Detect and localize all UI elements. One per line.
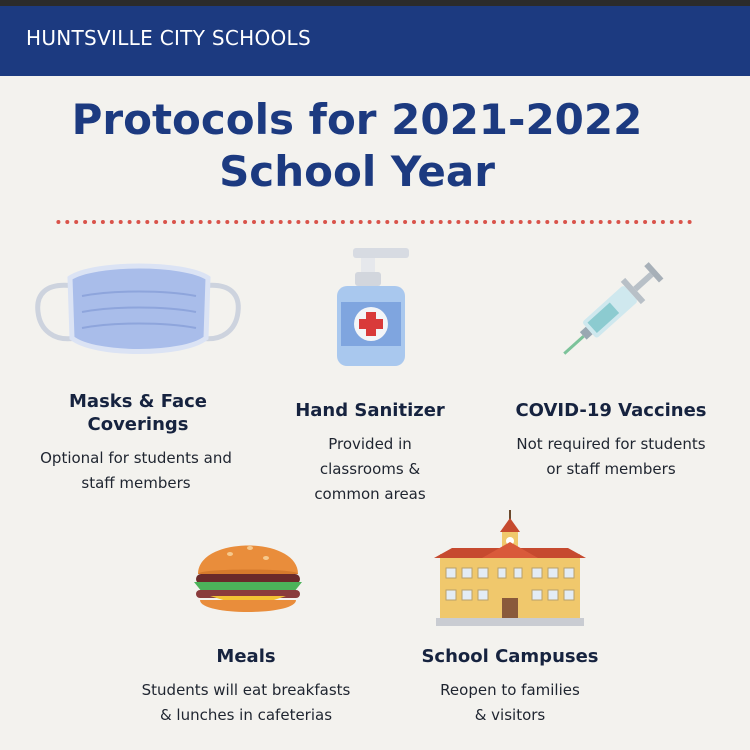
divider-dot — [510, 220, 514, 224]
campuses-label-line-1: School Campuses — [421, 646, 599, 667]
divider-dot — [581, 220, 585, 224]
divider-dot — [332, 220, 336, 224]
divider-dot — [83, 220, 87, 224]
org-name: HUNTSVILLE CITY SCHOOLS — [26, 26, 311, 50]
divider-dot — [616, 220, 620, 224]
sanitizer-desc-line-3: common areas — [314, 485, 426, 503]
divider-dot — [652, 220, 656, 224]
divider-dot — [376, 220, 380, 224]
divider-dot — [679, 220, 683, 224]
divider-dot — [448, 220, 452, 224]
campuses-desc-line-2: & visitors — [474, 706, 546, 724]
meals-label-line-1: Meals — [216, 646, 276, 667]
divider-dot — [394, 220, 398, 224]
meals-label — [146, 645, 346, 668]
masks-label — [40, 390, 236, 436]
divider-dot — [421, 220, 425, 224]
divider-dot — [172, 220, 176, 224]
divider-dot — [110, 220, 114, 224]
divider-dot — [634, 220, 638, 224]
sanitizer-label — [270, 399, 470, 422]
divider-dot — [92, 220, 96, 224]
meals-description — [126, 678, 366, 728]
divider-dot — [554, 220, 558, 224]
divider-dot — [261, 220, 265, 224]
divider-dot — [252, 220, 256, 224]
masks-label-line-2: Coverings — [87, 414, 189, 435]
title-line-2: School Year — [219, 147, 495, 196]
campuses-label — [400, 645, 620, 668]
campuses-description — [400, 678, 620, 728]
divider-dot — [385, 220, 389, 224]
sanitizer-desc-line-1: Provided in — [328, 435, 412, 453]
divider-dot — [465, 220, 469, 224]
divider-dot — [456, 220, 460, 224]
face-mask-icon — [34, 256, 244, 366]
divider-dot — [483, 220, 487, 224]
divider-dot — [243, 220, 247, 224]
sanitizer-description — [270, 432, 470, 507]
vaccines-desc-line-1: Not required for students — [516, 435, 706, 453]
divider-dot — [128, 220, 132, 224]
campuses-desc-line-1: Reopen to families — [440, 681, 580, 699]
divider-dot — [572, 220, 576, 224]
divider-dot — [368, 220, 372, 224]
divider-dot — [270, 220, 274, 224]
divider-dot — [403, 220, 407, 224]
divider-dot — [314, 220, 318, 224]
masks-desc-line-2: staff members — [81, 474, 191, 492]
divider-dot — [225, 220, 229, 224]
divider-dot — [181, 220, 185, 224]
divider-dot — [350, 220, 354, 224]
sanitizer-label-line-1: Hand Sanitizer — [295, 400, 445, 421]
divider-dot — [625, 220, 629, 224]
divider-dot — [492, 220, 496, 224]
header-banner — [0, 6, 750, 76]
meals-desc-line-2: & lunches in cafeterias — [159, 706, 333, 724]
divider-dot — [599, 220, 603, 224]
divider-dot — [163, 220, 167, 224]
divider-dot — [56, 220, 60, 224]
divider-dot — [536, 220, 540, 224]
divider-dot — [154, 220, 158, 224]
divider-dot — [74, 220, 78, 224]
divider-dot — [279, 220, 283, 224]
divider-dot — [119, 220, 123, 224]
vaccines-desc-line-2: or staff members — [546, 460, 676, 478]
divider-dot — [501, 220, 505, 224]
meals-desc-line-1: Students will eat breakfasts — [141, 681, 351, 699]
vaccines-label — [498, 399, 724, 422]
school-building-icon — [432, 510, 588, 628]
vaccines-label-line-1: COVID-19 Vaccines — [515, 400, 707, 421]
divider-dot — [136, 220, 140, 224]
syringe-icon — [546, 250, 678, 378]
divider-dot — [208, 220, 212, 224]
divider-dot — [216, 220, 220, 224]
divider-dot — [688, 220, 692, 224]
masks-desc-line-1: Optional for students and — [40, 449, 232, 467]
title-line-1: Protocols for 2021-2022 — [71, 95, 643, 144]
divider-dot — [439, 220, 443, 224]
divider-dot — [545, 220, 549, 224]
divider-dot — [359, 220, 363, 224]
divider-dot — [563, 220, 567, 224]
divider-dot — [643, 220, 647, 224]
divider-dot — [430, 220, 434, 224]
divider-dot — [608, 220, 612, 224]
divider-dot — [528, 220, 532, 224]
hand-sanitizer-icon — [333, 244, 413, 368]
divider-dot — [199, 220, 203, 224]
divider-dot — [288, 220, 292, 224]
divider-dot — [670, 220, 674, 224]
vaccines-description — [498, 432, 724, 482]
divider-dot — [661, 220, 665, 224]
burger-icon — [190, 520, 306, 624]
divider-dot — [296, 220, 300, 224]
divider-dot — [145, 220, 149, 224]
divider-dot — [65, 220, 69, 224]
masks-description — [20, 446, 252, 496]
dotted-divider — [54, 218, 694, 226]
divider-dot — [474, 220, 478, 224]
divider-dot — [412, 220, 416, 224]
divider-dot — [519, 220, 523, 224]
divider-dot — [323, 220, 327, 224]
masks-label-line-1: Masks & Face — [69, 391, 207, 412]
divider-dot — [305, 220, 309, 224]
sanitizer-desc-line-2: classrooms & — [319, 460, 421, 478]
divider-dot — [590, 220, 594, 224]
divider-dot — [341, 220, 345, 224]
divider-dot — [101, 220, 105, 224]
divider-dot — [234, 220, 238, 224]
page-title — [0, 94, 714, 198]
divider-dot — [190, 220, 194, 224]
